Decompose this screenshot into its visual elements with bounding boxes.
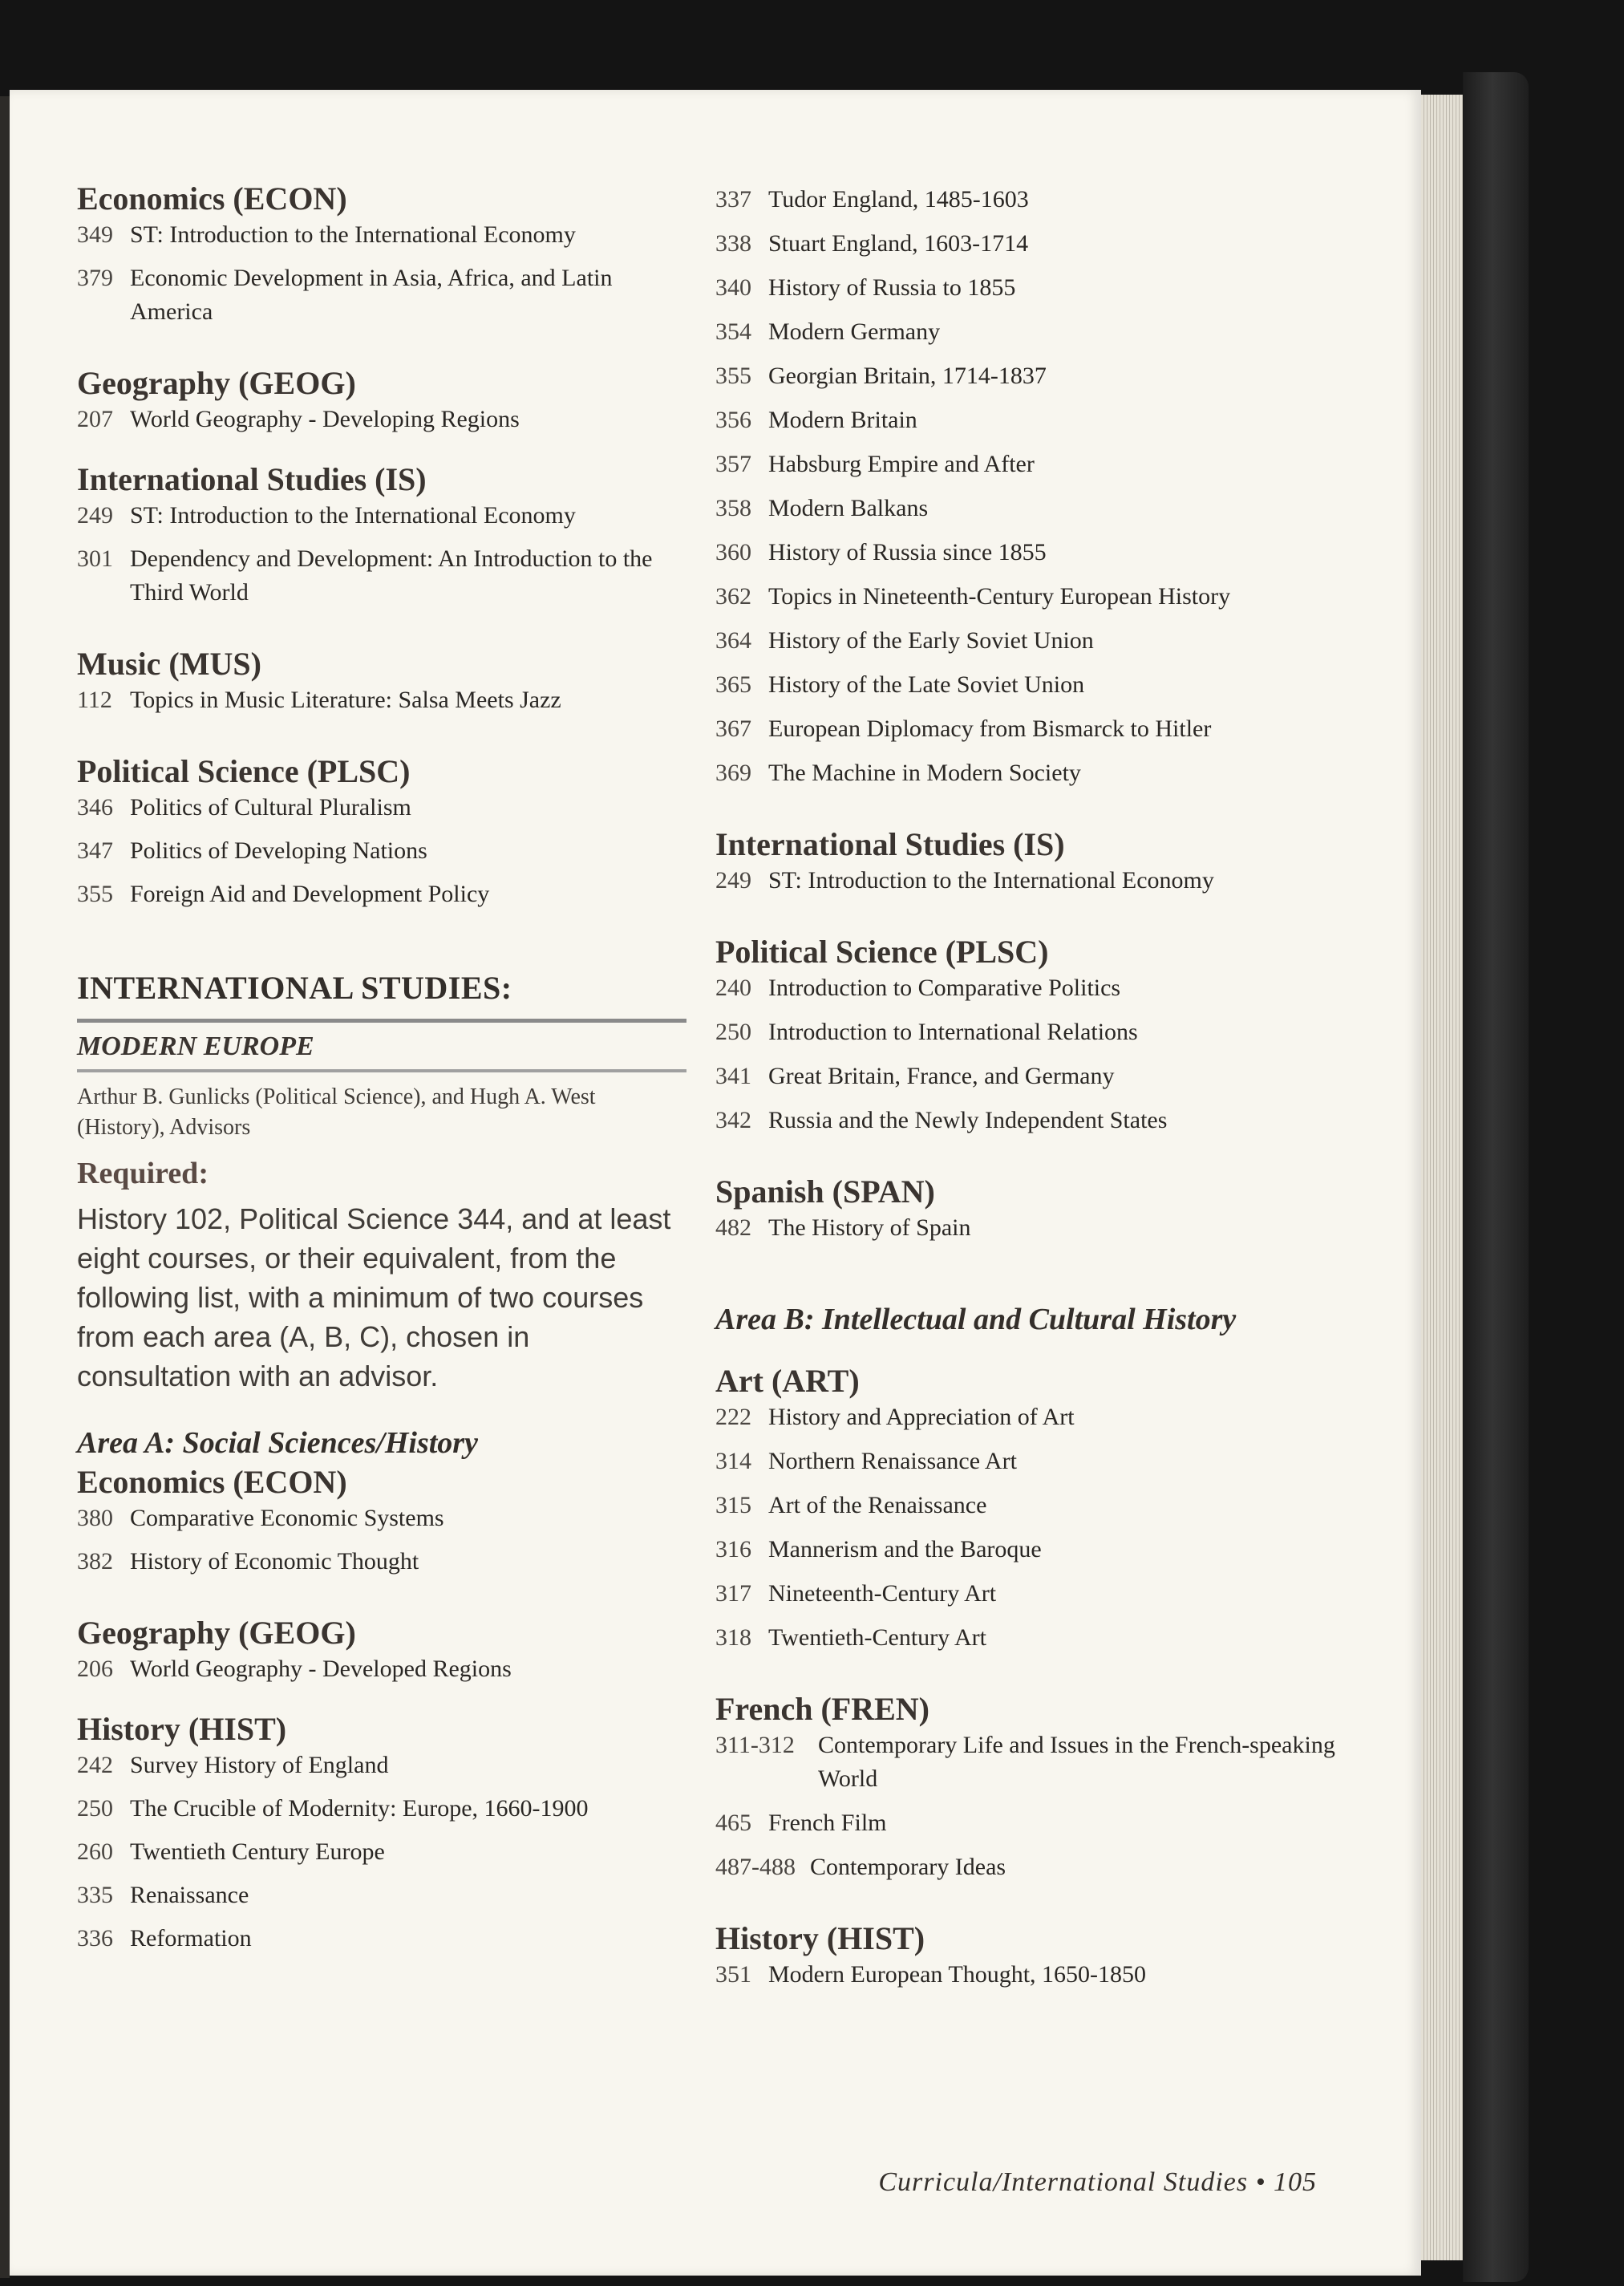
area-a-heading: Area A: Social Sciences/History (77, 1426, 478, 1460)
section-heading: History (HIST) (715, 1920, 925, 1956)
course-number: 301 (77, 545, 113, 572)
course-title: Northern Renaissance Art (768, 1448, 1017, 1474)
course-row (715, 1533, 1341, 1567)
area-b-heading: Area B: Intellectual and Cultural History (715, 1303, 1237, 1336)
course-title: Modern Germany (768, 318, 941, 345)
course-title: Tudor England, 1485-1603 (768, 186, 1029, 213)
course-title: History of Russia since 1855 (768, 539, 1047, 565)
course-title: Reformation (130, 1925, 252, 1952)
course-number: 360 (715, 539, 751, 565)
course-title: Modern European Thought, 1650-1850 (768, 1961, 1147, 1988)
course-row (715, 1060, 1341, 1093)
course-row (715, 864, 1341, 898)
course-number: 342 (715, 1107, 751, 1133)
course-row (77, 403, 686, 436)
course-number: 338 (715, 230, 751, 257)
course-title: Foreign Aid and Development Policy (130, 881, 490, 907)
course-number: 311-312 (715, 1732, 795, 1758)
program-subheading: MODERN EUROPE (77, 1032, 314, 1061)
course-number: 355 (715, 363, 751, 389)
course-title: Introduction to International Relations (768, 1019, 1138, 1045)
course-number: 260 (77, 1838, 113, 1865)
section-heading: Political Science (PLSC) (715, 934, 1049, 970)
subheading-rule (77, 1069, 686, 1072)
course-number: 349 (77, 221, 113, 248)
course-number: 351 (715, 1961, 751, 1988)
course-number: 357 (715, 451, 751, 477)
course-number: 365 (715, 671, 751, 698)
course-number: 317 (715, 1580, 751, 1607)
course-row (715, 1211, 1341, 1245)
course-title: European Diplomacy from Bismarck to Hitler (768, 715, 1212, 742)
course-title: ST: Introduction to the International Economy (130, 502, 576, 529)
section-heading: Geography (GEOG) (77, 1615, 356, 1651)
course-number: 222 (715, 1404, 751, 1430)
course-row (715, 580, 1341, 614)
course-row (77, 1879, 686, 1912)
course-number: 367 (715, 715, 751, 742)
course-row (77, 499, 686, 533)
course-number: 382 (77, 1548, 113, 1575)
course-number: 487-488 (715, 1854, 796, 1880)
page-footer: Curricula/International Studies • 105 (878, 2167, 1317, 2197)
course-title: Dependency and Development: An Introduction to the Third World (130, 545, 653, 606)
course-title: ST: Introduction to the International Economy (768, 867, 1214, 894)
section-heading: Art (ART) (715, 1363, 860, 1399)
course-number: 337 (715, 186, 751, 213)
required-label: Required: (77, 1157, 209, 1190)
course-row (715, 1104, 1341, 1137)
course-row (715, 1729, 1341, 1796)
left-column (77, 180, 686, 1956)
course-row (715, 315, 1341, 349)
course-number: 358 (715, 495, 751, 521)
course-title: History of the Early Soviet Union (768, 627, 1094, 654)
course-row (715, 1445, 1341, 1478)
course-number: 362 (715, 583, 751, 610)
course-number: 354 (715, 318, 751, 345)
course-row (715, 668, 1341, 702)
course-row (715, 403, 1341, 437)
course-title: History of Russia to 1855 (768, 274, 1016, 301)
course-title: Russia and the Newly Independent States (768, 1107, 1168, 1133)
course-title: Contemporary Life and Issues in the French-speaking World (818, 1732, 1335, 1792)
course-title: The History of Spain (768, 1214, 971, 1241)
course-row (77, 1835, 686, 1869)
course-title: Georgian Britain, 1714-1837 (768, 363, 1047, 389)
course-row (715, 756, 1341, 790)
course-number: 318 (715, 1624, 751, 1651)
course-row (77, 542, 686, 610)
course-number: 250 (77, 1795, 113, 1822)
course-row (77, 791, 686, 825)
course-row (715, 1577, 1341, 1611)
course-number: 249 (715, 867, 751, 894)
course-title: Survey History of England (130, 1752, 389, 1778)
course-number: 335 (77, 1882, 113, 1908)
course-row (77, 1749, 686, 1782)
course-number: 356 (715, 407, 751, 433)
course-title: Politics of Cultural Pluralism (130, 794, 411, 821)
book-page (10, 90, 1421, 2276)
course-number: 249 (77, 502, 113, 529)
course-title: World Geography - Developed Regions (130, 1656, 512, 1682)
course-row (77, 1652, 686, 1686)
course-row (715, 1958, 1341, 1992)
right-column (715, 183, 1341, 1992)
course-row (715, 359, 1341, 393)
course-row (77, 878, 686, 911)
course-title: Nineteenth-Century Art (768, 1580, 997, 1607)
section-heading: History (HIST) (77, 1711, 287, 1747)
course-title: History and Appreciation of Art (768, 1404, 1075, 1430)
required-text: History 102, Political Science 344, and at least eight courses, or their equivalent, from the following list, with a minimum of two courses from each area (A, B, C), chosen in consultation with an advisor. (77, 1202, 671, 1392)
section-heading: Political Science (PLSC) (77, 753, 411, 789)
course-number: 250 (715, 1019, 751, 1045)
course-row (715, 1621, 1341, 1655)
section-heading: French (FREN) (715, 1691, 929, 1727)
course-number: 340 (715, 274, 751, 301)
course-number: 206 (77, 1656, 113, 1682)
course-title: World Geography - Developing Regions (130, 406, 520, 432)
section-heading: International Studies (IS) (77, 461, 427, 497)
course-row (77, 218, 686, 252)
course-title: Mannerism and the Baroque (768, 1536, 1042, 1563)
course-number: 341 (715, 1063, 751, 1089)
course-title: History of Economic Thought (130, 1548, 419, 1575)
page-edges (1421, 95, 1463, 2260)
course-number: 379 (77, 265, 113, 291)
course-row (715, 536, 1341, 569)
course-number: 364 (715, 627, 751, 654)
course-number: 240 (715, 975, 751, 1001)
course-row (715, 1806, 1341, 1840)
course-title: Stuart England, 1603-1714 (768, 230, 1029, 257)
course-title: History of the Late Soviet Union (768, 671, 1085, 698)
advisors-text: Arthur B. Gunlicks (Political Science), and Hugh A. West (History), Advisors (77, 1084, 596, 1140)
course-number: 112 (77, 687, 112, 713)
course-row (715, 971, 1341, 1005)
course-title: Contemporary Ideas (810, 1854, 1006, 1880)
course-row (715, 1015, 1341, 1049)
course-number: 347 (77, 837, 113, 864)
course-title: Politics of Developing Nations (130, 837, 427, 864)
course-title: Great Britain, France, and Germany (768, 1063, 1115, 1089)
course-title: Modern Britain (768, 407, 917, 433)
course-row (77, 1502, 686, 1535)
course-title: Habsburg Empire and After (768, 451, 1035, 477)
course-title: Comparative Economic Systems (130, 1505, 444, 1531)
course-number: 315 (715, 1492, 751, 1518)
course-row (77, 1922, 686, 1956)
section-heading: Geography (GEOG) (77, 365, 356, 401)
course-row (77, 834, 686, 868)
course-row (77, 1792, 686, 1826)
section-heading: Economics (ECON) (77, 1464, 347, 1500)
course-title: Topics in Nineteenth-Century European History (768, 583, 1231, 610)
section-heading: Economics (ECON) (77, 180, 347, 217)
course-title: Introduction to Comparative Politics (768, 975, 1121, 1001)
course-number: 316 (715, 1536, 751, 1563)
course-number: 314 (715, 1448, 751, 1474)
course-row (715, 227, 1341, 261)
course-row (77, 261, 686, 329)
course-number: 242 (77, 1752, 113, 1778)
course-title: Modern Balkans (768, 495, 929, 521)
course-title: Topics in Music Literature: Salsa Meets Jazz (130, 687, 561, 713)
book-spine-edge (0, 96, 10, 2278)
course-title: ST: Introduction to the International Economy (130, 221, 576, 248)
course-title: Renaissance (130, 1882, 249, 1908)
course-row (77, 683, 686, 717)
course-title: The Machine in Modern Society (768, 760, 1081, 786)
course-row (715, 1489, 1341, 1522)
course-row (715, 712, 1341, 746)
course-row (715, 624, 1341, 658)
course-title: Economic Development in Asia, Africa, and Latin America (130, 265, 613, 325)
course-title: Twentieth Century Europe (130, 1838, 385, 1865)
course-title: Art of the Renaissance (768, 1492, 987, 1518)
section-heading: International Studies (IS) (715, 826, 1065, 862)
course-number: 355 (77, 881, 113, 907)
section-heading: Music (MUS) (77, 646, 261, 682)
book-cover-edge (1463, 72, 1529, 2282)
course-title: Twentieth-Century Art (768, 1624, 987, 1651)
course-row (715, 448, 1341, 481)
course-row (715, 1850, 1341, 1884)
course-title: French Film (768, 1810, 887, 1836)
heading-rule (77, 1019, 686, 1023)
course-number: 346 (77, 794, 113, 821)
course-title: The Crucible of Modernity: Europe, 1660-1900 (130, 1795, 589, 1822)
course-row (715, 271, 1341, 305)
course-number: 369 (715, 760, 751, 786)
course-number: 336 (77, 1925, 113, 1952)
course-row (715, 1400, 1341, 1434)
course-number: 207 (77, 406, 113, 432)
section-heading: Spanish (SPAN) (715, 1173, 935, 1210)
course-row (715, 183, 1341, 217)
course-row (715, 492, 1341, 525)
course-number: 482 (715, 1214, 751, 1241)
course-row (77, 1545, 686, 1579)
program-heading: INTERNATIONAL STUDIES: (77, 970, 512, 1006)
course-number: 380 (77, 1505, 113, 1531)
course-number: 465 (715, 1810, 751, 1836)
